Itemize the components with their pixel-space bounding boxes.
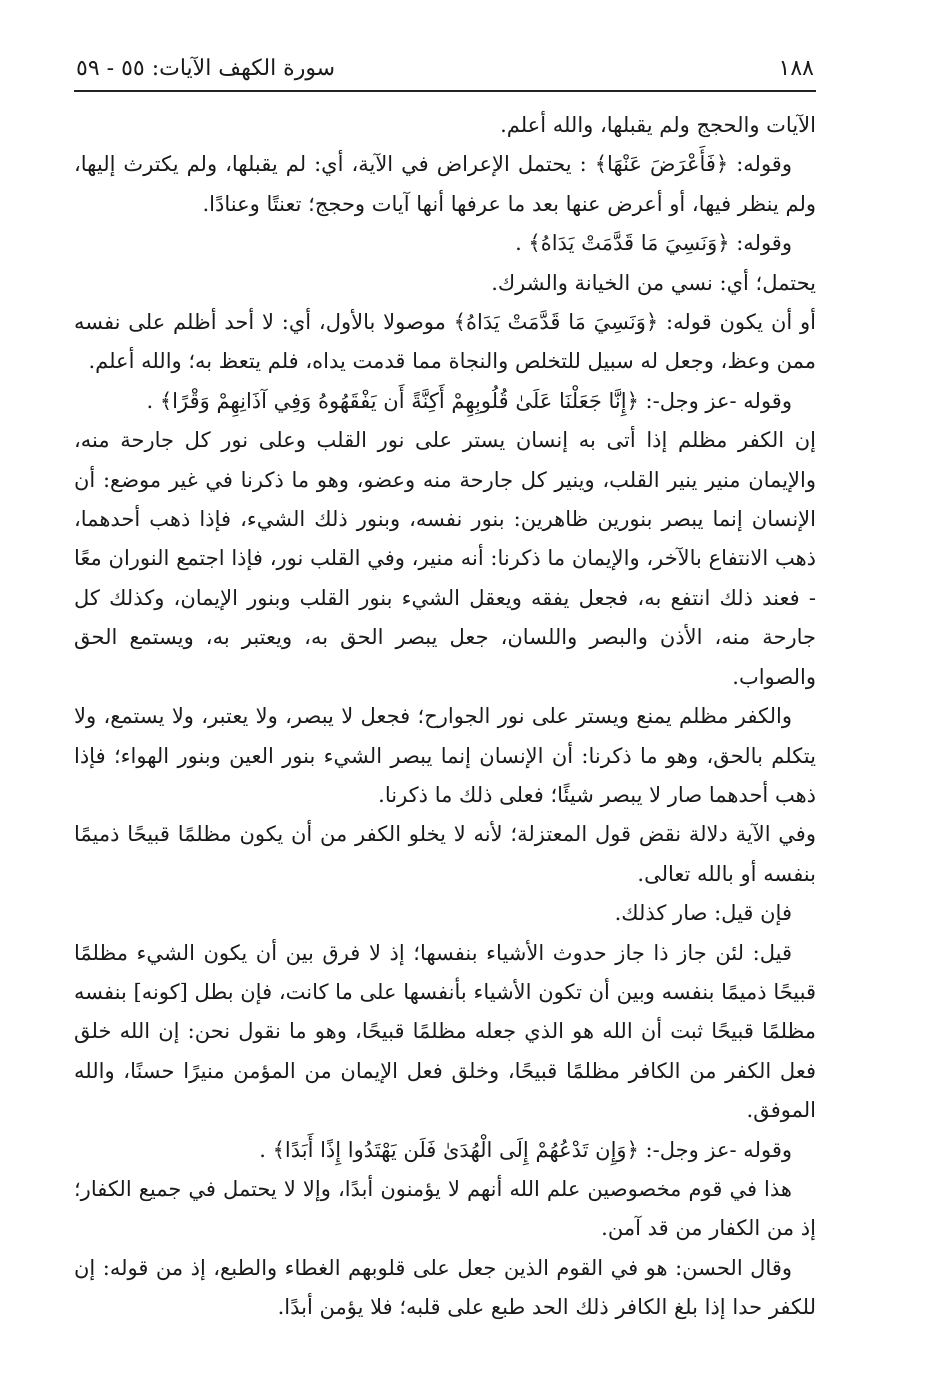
header-rule: [74, 90, 816, 92]
paragraph-2: وقوله: ﴿فَأَعْرَضَ عَنْهَا﴾ : يحتمل الإعراض في الآية، أي: لم يقبلها، ولم يكترث إليها، ولم ينظر فيها، أو أعرض عنها بعد ما عرفها أنها آيات وحجج؛ تعنتًا وعنادًا.: [74, 152, 816, 216]
paragraph-3: وقوله: ﴿وَنَسِيَ مَا قَدَّمَتْ يَدَاهُ﴾ .: [515, 231, 792, 256]
paragraph-13: هذا في قوم مخصوصين علم الله أنهم لا يؤمنون أبدًا، وإلا لا يحتمل في جميع الكفار؛ إذ من الكفار من قد آمن.: [74, 1176, 816, 1241]
page-body: [74, 106, 816, 1328]
paragraph-10: فإن قيل: صار كذلك.: [614, 901, 792, 926]
page-number: ١٨٨: [778, 56, 814, 81]
running-header: [74, 52, 816, 90]
paragraph-1: الآيات والحجج ولم يقبلها، والله أعلم.: [500, 113, 816, 137]
paragraph-9: وفي الآية دلالة نقض قول المعتزلة؛ لأنه لا يخلو الكفر من أن يكون مظلمًا قبيحًا ذميمًا بنفسه أو بالله تعالى.: [74, 822, 816, 886]
paragraph-4: يحتمل؛ أي: نسي من الخيانة والشرك.: [491, 270, 816, 295]
book-page: [74, 52, 816, 1328]
paragraph-5: أو أن يكون قوله: ﴿وَنَسِيَ مَا قَدَّمَتْ يَدَاهُ﴾ موصولا بالأول، أي: لا أحد أظلم على نفسه ممن وعظ، وجعل له سبيل للتخلص والنجاة مما قدمت يداه، فلم يتعظ به؛ والله أعلم.: [74, 310, 816, 374]
paragraph-7: إن الكفر مظلم إذا أتى به إنسان يستر على نور القلب وعلى نور كل جارحة منه، والإيمان منير ينير القلب، وينير كل جارحة منه وعضو، وهو ما ذكرنا في غير موضع: أن الإنسان إنما يبصر بنورين ظاهرين: بنور نفسه، وبنور ذلك الشيء، فإذا ذهب أحدهما، ذهب الانتفاع بالآخر، والإيمان ما ذكرنا: أنه منير، وفي القلب نور، فإذا اجتمع النوران معًا - فعند ذلك انتفع به، فجعل يفقه ويعقل الشيء بنور القلب وبنور الإيمان، وكذلك كل جارحة منه، الأذن والبصر واللسان، جعل يبصر الحق به، ويعتبر به، ويستمع الحق والصواب.: [74, 428, 816, 689]
paragraph-14: وقال الحسن: هو في القوم الذين جعل على قلوبهم الغطاء والطبع، إذ من قوله: إن للكفر حدا إذا بلغ الكافر ذلك الحد طبع على قلبه؛ فلا يؤمن أبدًا.: [74, 1255, 816, 1320]
paragraph-12: وقوله -عز وجل-: ﴿وَإِن تَدْعُهُمْ إِلَى الْهُدَىٰ فَلَن يَهْتَدُوا إِذًا أَبَدًا﴾ .: [259, 1137, 792, 1162]
paragraph-11: قيل: لئن جاز ذا جاز حدوث الأشياء بنفسها؛ إذ لا فرق بين أن يكون الشيء مظلمًا قبيحًا ذميمًا بنفسه وبين أن تكون الأشياء بأنفسها على ما كانت، فإن بطل [كونه] بنفسه مظلمًا قبيحًا ثبت أن الله هو الذي جعله مظلمًا قبيحًا، وهو ما نقول نحن: إن الله خلق فعل الكفر من الكافر مظلمًا قبيحًا، وخلق فعل الإيمان من المؤمن منيرًا حسنًا، والله الموفق.: [74, 940, 816, 1123]
paragraph-8: والكفر مظلم يمنع ويستر على نور الجوارح؛ فجعل لا يبصر، ولا يعتبر، ولا يستمع، ولا يتكلم بالحق، وهو ما ذكرنا: أن الإنسان إنما يبصر الشيء بنور العين وبنور الهواء؛ فإذا ذهب أحدهما صار لا يبصر شيئًا؛ فعلى ذلك ما ذكرنا.: [74, 704, 816, 807]
surah-title: سورة الكهف الآيات: ٥٥ - ٥٩: [76, 56, 336, 81]
paragraph-6: وقوله -عز وجل-: ﴿إِنَّا جَعَلْنَا عَلَىٰ قُلُوبِهِمْ أَكِنَّةً أَن يَفْقَهُوهُ وَفِي آذَانِهِمْ وَقْرًا﴾ .: [146, 388, 792, 413]
